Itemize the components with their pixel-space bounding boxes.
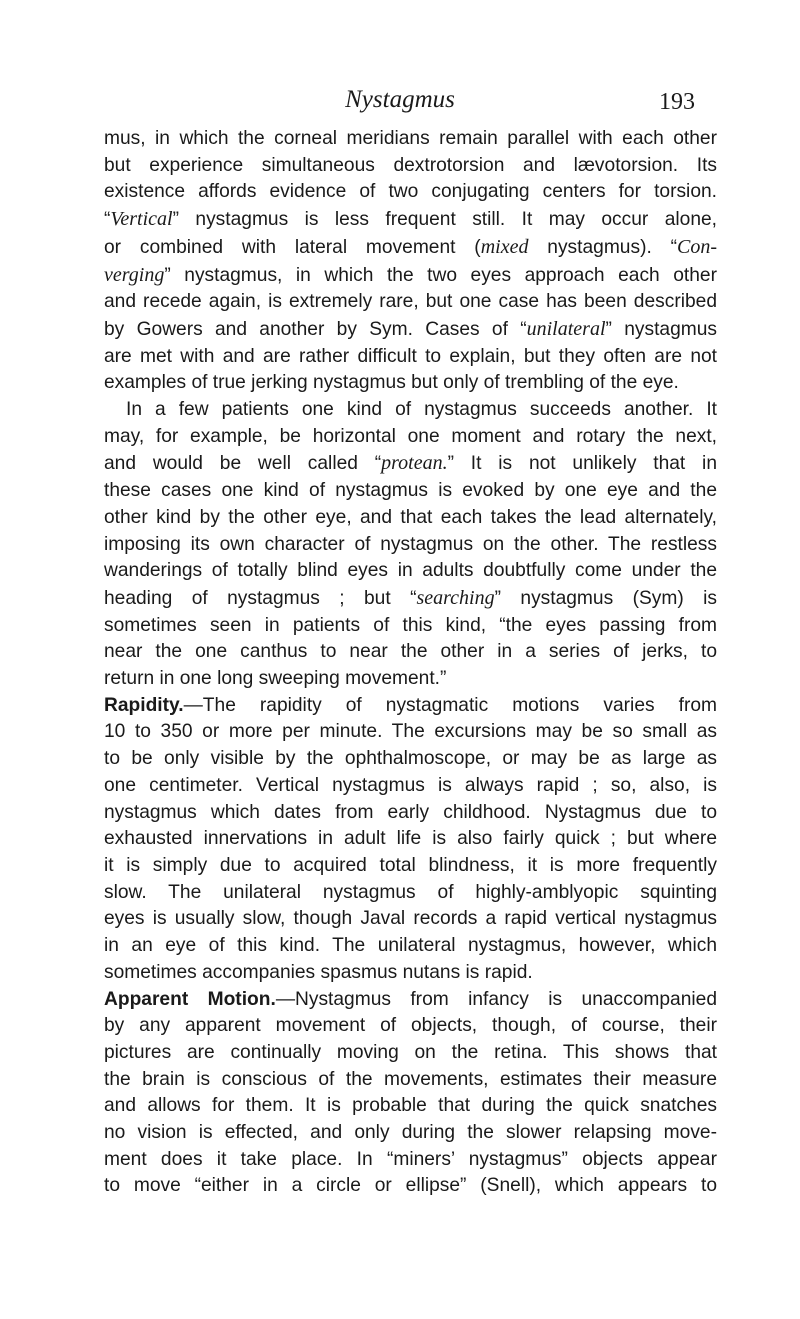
text-line [104, 853, 717, 880]
text-run: examples of true jerking nystagmus but only of trembling of the eye. [104, 372, 679, 394]
text-line [104, 666, 717, 693]
italic-term: Con- [677, 235, 717, 258]
text-run: one centimeter. Vertical nystagmus is always rapid ; so, also, is [104, 774, 717, 796]
text-line [104, 397, 717, 424]
text-line [104, 639, 717, 666]
text-line [104, 316, 717, 344]
text-run: no vision is effected, and only during the slower relapsing move- [104, 1122, 717, 1144]
text-line [104, 1147, 717, 1174]
text-line [104, 1093, 717, 1120]
text-run: ” nystagmus is less frequent still. It may occur alone, [172, 209, 717, 231]
text-line [104, 987, 717, 1014]
text-run: by any apparent movement of objects, though, of course, their [104, 1015, 717, 1037]
text-line [104, 424, 717, 451]
text-run: heading of nystagmus ; but “ [104, 587, 417, 609]
text-run: In a few patients one kind of nystagmus succeeds another. It [126, 399, 717, 421]
text-run: ” nystagmus, in which the two eyes approach each other [164, 264, 717, 286]
text-run: pictures are continually moving on the retina. This shows that [104, 1041, 717, 1063]
text-line [104, 370, 717, 397]
text-run: and allows for them. It is probable that during the quick snatches [104, 1095, 717, 1117]
text-line [104, 1040, 717, 1067]
text-run: eyes is usually slow, though Javal records a rapid vertical nystagmus [104, 908, 717, 930]
text-line [104, 505, 717, 532]
text-run: to move “either in a circle or ellipse” (Snell), which appears to [104, 1175, 717, 1197]
text-line [104, 126, 717, 153]
italic-term: unilateral [526, 317, 606, 340]
text-line [104, 1120, 717, 1147]
text-run: “ [104, 209, 111, 231]
text-run: nystagmus which dates from early childhood. Nystagmus due to [104, 801, 717, 823]
text-run: 10 to 350 or more per minute. The excursions may be so small as [104, 721, 717, 743]
text-line [104, 532, 717, 559]
text-line [104, 719, 717, 746]
text-run: near the one canthus to near the other in a series of jerks, to [104, 641, 717, 663]
text-run: in an eye of this kind. The unilateral nystagmus, however, which [104, 935, 717, 957]
text-line [104, 746, 717, 773]
text-run: exhausted innervations in adult life is also fairly quick ; but where [104, 828, 717, 850]
text-line [104, 262, 717, 290]
text-run: imposing its own character of nystagmus on the other. The restless [104, 533, 717, 555]
text-line [104, 179, 717, 206]
text-line [104, 1067, 717, 1094]
text-run: other kind by the other eye, and that each takes the lead alternately, [104, 506, 717, 528]
text-run: slow. The unilateral nystagmus of highly-amblyopic squinting [104, 881, 717, 903]
text-line [104, 960, 717, 987]
text-run: are met with and are rather difficult to explain, but they often are not [104, 345, 717, 367]
italic-term: mixed [480, 235, 529, 258]
text-run: by Gowers and another by Sym. Cases of “ [104, 318, 527, 340]
text-run: ment does it take place. In “miners’ nystagmus” objects appear [104, 1148, 717, 1170]
text-line [104, 558, 717, 585]
text-line [104, 613, 717, 640]
section-heading: Apparent Motion. [104, 988, 276, 1010]
italic-term: searching [416, 586, 495, 609]
text-line [104, 289, 717, 316]
page-number: 193 [659, 89, 695, 115]
text-run: may, for example, be horizontal one moment and rotary the next, [104, 425, 717, 447]
text-run: but experience simultaneous dextrotorsion and lævotorsion. Its [104, 154, 717, 176]
text-run: it is simply due to acquired total blindness, it is more frequently [104, 854, 717, 876]
text-run: or combined with lateral movement ( [104, 236, 481, 258]
text-line [104, 344, 717, 371]
text-line [104, 585, 717, 613]
text-line [104, 800, 717, 827]
text-run: return in one long sweeping movement.” [104, 668, 447, 690]
text-run: nystagmus). “ [528, 236, 677, 258]
text-run: —Nystagmus from infancy is unaccompanied [275, 988, 718, 1010]
text-run: ” nystagmus (Sym) is [494, 587, 717, 609]
text-line [104, 1013, 717, 1040]
text-line [104, 826, 717, 853]
text-run: mus, in which the corneal meridians remain parallel with each other [104, 128, 717, 149]
text-run: existence affords evidence of two conjugating centers for torsion. [104, 181, 717, 203]
italic-term: Vertical [110, 208, 173, 231]
text-line [104, 773, 717, 800]
text-line [104, 1173, 717, 1200]
text-run: these cases one kind of nystagmus is evoked by one eye and the [104, 480, 717, 502]
text-run: the brain is conscious of the movements, estimates their measure [104, 1068, 717, 1090]
text-run: sometimes seen in patients of this kind, “the eyes passing from [104, 614, 717, 636]
italic-term: protean. [381, 452, 448, 475]
text-line [104, 450, 717, 478]
text-run: to be only visible by the ophthalmoscope, or may be as large as [104, 748, 717, 770]
text-run: —The rapidity of nystagmatic motions varies from [183, 694, 717, 716]
text-line [104, 206, 717, 234]
text-line [104, 880, 717, 907]
text-line [104, 234, 717, 262]
text-line [104, 693, 717, 720]
body-text [104, 126, 717, 1200]
text-run: and would be well called “ [104, 453, 382, 475]
text-line [104, 933, 717, 960]
running-title: Nystagmus [345, 86, 455, 113]
italic-term: verging [104, 263, 165, 286]
text-line [104, 906, 717, 933]
text-run: ” nystagmus [605, 318, 717, 340]
text-line [104, 478, 717, 505]
text-run: sometimes accompanies spasmus nutans is rapid. [104, 961, 533, 983]
text-run: and recede again, is extremely rare, but one case has been described [104, 291, 717, 313]
text-run: ” It is not unlikely that in [447, 453, 717, 475]
section-heading: Rapidity. [104, 694, 184, 716]
page-header [0, 86, 800, 120]
text-line [104, 153, 717, 180]
text-run: wanderings of totally blind eyes in adults doubtfully come under the [104, 560, 717, 582]
